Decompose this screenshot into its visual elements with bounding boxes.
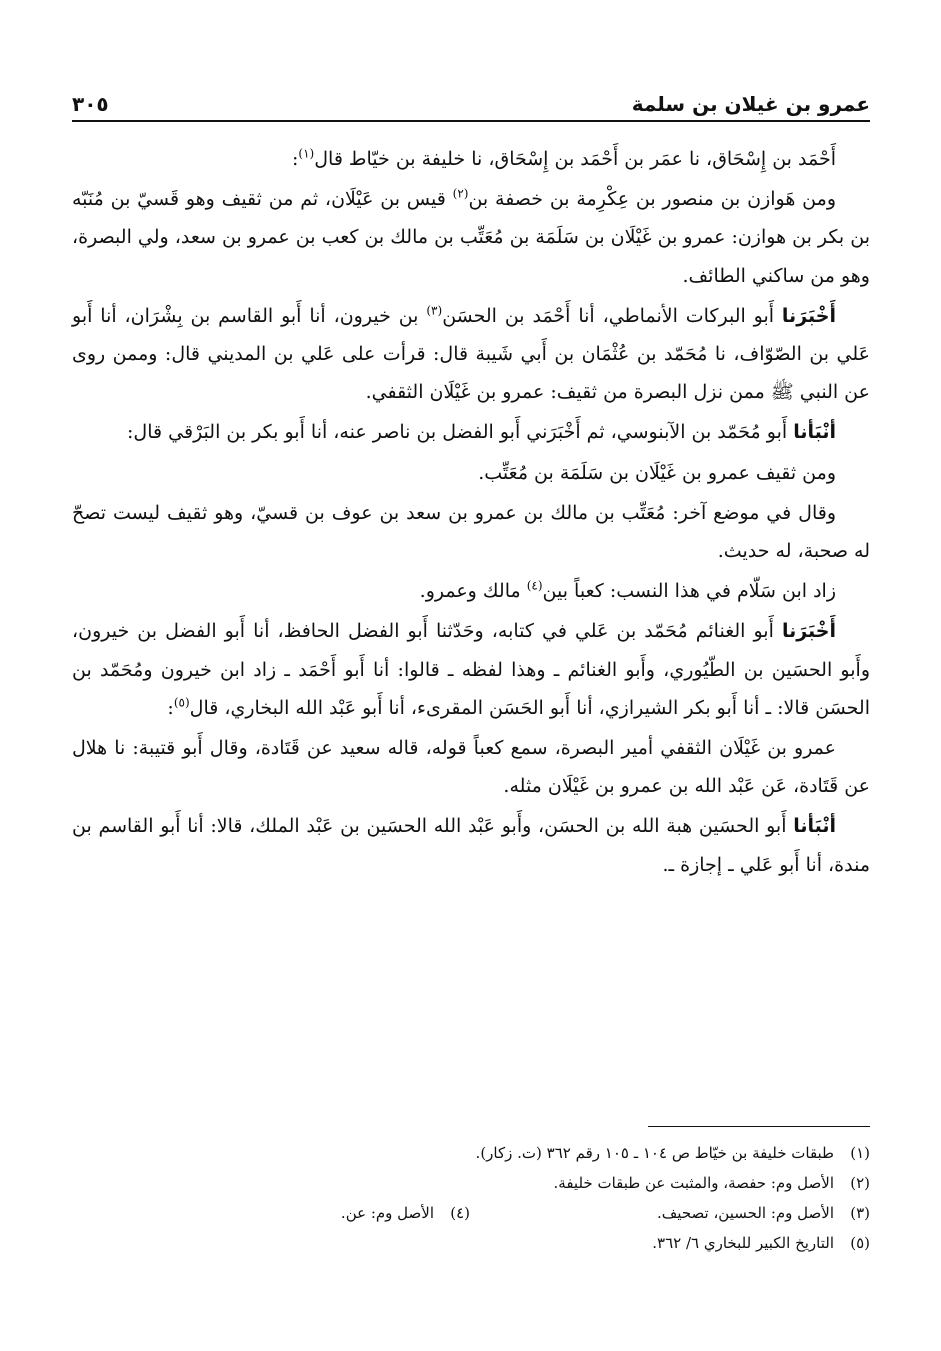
footnote <box>72 1138 870 1168</box>
paragraph-text: أَبو الحسَين هبة الله بن الحسَن، وأَبو عَبْد الله الحسَين بن عَبْد الملك، قالا: أنا أَبو القاسم بن مندة، أنا أَبو عَلي ـ إجازة ـ. <box>72 815 870 876</box>
footnote <box>72 1168 870 1198</box>
footnote-text: الأصل وم: عن. <box>340 1204 434 1222</box>
paragraph <box>72 140 870 178</box>
footnote-ref: (٣) <box>426 303 443 318</box>
footnotes <box>72 1138 870 1258</box>
paragraph-tail: قيس بن عَيْلَان، ثم من ثقيف وهو قَسيّ بن مُنَبّه بن بكر بن هوازن: عمرو بن غَيْلَان بن سَلَمَة بن مُعَتِّب بن مالك بن كعب بن عمرو بن سعد، ولي البصرة، وهو من ساكني الطائف. <box>72 188 870 287</box>
footnote-number: (٥) <box>850 1234 870 1252</box>
paragraph-text: أَبو الغنائم مُحَمّد بن عَلي في كتابه، وحَدّثنا أَبو الفضل الحافظ، أنا أَبو الفضل بن خيرون، وأَبو الحسَين بن الطّيُوري، وأَبو الغنائم ـ وهذا لفظه ـ قالوا: أنا أَبو أَحْمَد ـ زاد ابن خيرون ومُحَمّد بن الحسَن قالا: ـ أنا أَبو بكر الشيرازي، أنا أَبو الحَسَن المقرىء، أنا أَبو عَبْد الله البخاري، قال <box>72 620 870 719</box>
isnad-lead: أَخْبَرَنا <box>781 620 836 643</box>
footnote-rule <box>648 1126 870 1127</box>
footnote-text: طبقات خليفة بن خيّاط ص ١٠٤ ـ ١٠٥ رقم ٣٦٢ (ت. زكار). <box>475 1144 834 1162</box>
isnad-lead: أَخْبَرَنا <box>781 304 836 327</box>
footnote-ref: (١) <box>298 146 315 161</box>
paragraph-text: أَحْمَد بن إِسْحَاق، نا عمَر بن أَحْمَد بن إِسْحَاق، نا خليفة بن خيّاط قال <box>314 148 836 170</box>
paragraph <box>72 729 870 805</box>
footnote-ref: (٤) <box>526 578 543 593</box>
running-header <box>72 82 870 116</box>
paragraph <box>72 413 870 451</box>
footnote <box>341 1198 470 1228</box>
paragraph-tail: : <box>167 696 174 719</box>
paragraph-text: وقال في موضع آخر: مُعَتِّب بن مالك بن عمرو بن سعد بن عوف بن قسيّ، وهو ثقيف ليست تصحّ له صحبة، له حديث. <box>72 501 870 563</box>
paragraph <box>72 807 870 883</box>
footnote <box>72 1228 870 1258</box>
paragraph <box>72 572 870 610</box>
paragraph-tail: بن خيرون، أنا أَبو القاسم بن بِشْرَان، أنا أَبو عَلي بن الصّوّاف، نا مُحَمّد بن عُثْمَان بن أَبي شَيبة قال: قرأت على عَلي بن المديني قال: وممن روى عن النبي ﷺ ممن نزل البصرة من ثقيف: عمرو بن غَيْلَان الثقفي. <box>72 304 870 404</box>
paragraph-text: أَبو البركات الأنماطي، أنا أَحْمَد بن الحسَن <box>442 304 782 327</box>
page-number: ٣٠٥ <box>72 92 109 116</box>
footnote-number: (٤) <box>450 1204 470 1222</box>
paragraph <box>72 612 870 727</box>
footnote-number: (٢) <box>850 1174 870 1192</box>
isnad-lead: أنْبَأنا <box>793 815 836 838</box>
footnote-text: التاريخ الكبير للبخاري ٦/ ٣٦٢. <box>652 1234 834 1252</box>
header-rule <box>72 120 870 122</box>
paragraph-text: عمرو بن غَيْلَان الثقفي أمير البصرة، سمع كعباً قوله، قاله سعيد عن قَتَادة، وقال أَبو قتيبة: نا هلال عن قَتَادة، عَن عَبْد الله بن عمرو بن غَيْلَان مثله. <box>72 737 870 798</box>
footnote-ref: (٥) <box>173 695 190 710</box>
footnote-number: (٣) <box>850 1204 870 1222</box>
footnote-text: الأصل وم: حفصة، والمثبت عن طبقات خليفة. <box>553 1174 834 1192</box>
main-text <box>72 140 870 886</box>
isnad-lead: أنْبَأنا <box>793 421 836 444</box>
footnote-ref: (٢) <box>452 186 469 201</box>
paragraph-text: زاد ابن سَلّام في هذا النسب: كعباً بين <box>542 580 836 603</box>
footnote <box>470 1198 870 1228</box>
paragraph-tail: : <box>291 148 299 170</box>
footnote-row <box>72 1198 870 1228</box>
paragraph <box>72 454 870 492</box>
paragraph-tail: مالك وعمرو. <box>419 580 527 603</box>
paragraph-text: ومن هَوازن بن منصور بن عِكْرِمة بن خصفة بن <box>468 188 836 211</box>
header-title: عمرو بن غيلان بن سلمة <box>631 92 870 116</box>
footnote-number: (١) <box>850 1144 870 1162</box>
paragraph-text: أَبو مُحَمّد بن الآبنوسي، ثم أَخْبَرَني أَبو الفضل بن ناصر عنه، أنا أَبو بكر بن البَرْقي قال: <box>127 421 794 444</box>
paragraph <box>72 297 870 412</box>
paragraph <box>72 180 870 295</box>
paragraph-text: ومن ثقيف عمرو بن غَيْلَان بن سَلَمَة بن مُعَتِّب. <box>478 461 836 484</box>
footnote-text: الأصل وم: الحسين، تصحيف. <box>657 1204 834 1222</box>
paragraph <box>72 494 870 570</box>
